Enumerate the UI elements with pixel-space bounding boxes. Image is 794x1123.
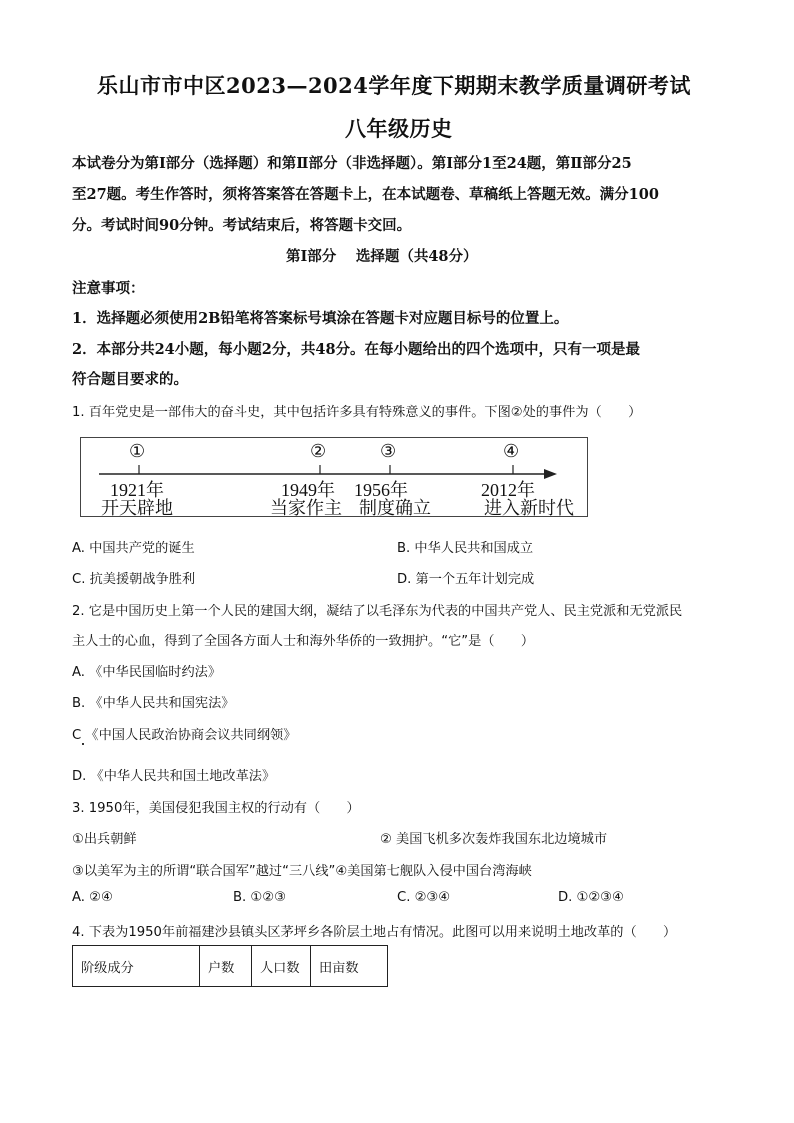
timeline-year: 1956年: [354, 480, 408, 500]
q3-item-3-4: ③以美军为主的所谓“联合国军”越过“三八线”④美国第七舰队入侵中国台湾海峡: [72, 864, 532, 879]
timeline-year: 1921年: [110, 480, 164, 500]
stray-dot: [82, 743, 84, 745]
q3-option-c: C. ②③④: [397, 890, 451, 905]
note-2-cont: 符合题目要求的。: [72, 371, 188, 388]
timeline-event: 开天辟地: [101, 498, 173, 518]
question-3-stem: 3. 1950年，美国侵犯我国主权的行动有（ ）: [72, 801, 360, 816]
question-4-stem: 4. 下表为1950年前福建沙县镇头区茅坪乡各阶层土地占有情况。此图可以用来说明土地改革的（ ）: [72, 925, 677, 940]
table-header-cell: 人口数: [252, 946, 311, 987]
timeline-marker: ②: [310, 441, 327, 461]
q3-option-d: D. ①②③④: [558, 890, 624, 905]
question-2-stem-cont: 主人士的心血，得到了全国各方面人士和海外华侨的一致拥护。“它”是（ ）: [72, 634, 535, 649]
q2-option-c: C 《中国人民政治协商会议共同纲领》: [72, 728, 297, 743]
question-1-stem: 1. 百年党史是一部伟大的奋斗史，其中包括许多具有特殊意义的事件。下图②处的事件为（ ）: [72, 405, 642, 420]
table-header-cell: 户数: [200, 946, 252, 987]
note-2: 2．本部分共24小题，每小题2分，共48分。在每小题给出的四个选项中，只有一项是最: [72, 341, 641, 358]
table-header-row: [73, 946, 388, 987]
timeline-year: 1949年: [281, 480, 335, 500]
timeline-figure: [80, 437, 588, 517]
part1-heading: 第Ⅰ部分 选择题（共48分）: [286, 248, 478, 265]
timeline-marker: ③: [380, 441, 397, 461]
q3-item-1: ①出兵朝鲜: [72, 832, 137, 847]
q1-option-c: C. 抗美援朝战争胜利: [72, 572, 196, 587]
land-ownership-table: [72, 945, 388, 987]
question-2-stem: 2. 它是中国历史上第一个人民的建国大纲，凝结了以毛泽东为代表的中国共产党人、民主党派和无党派民: [72, 604, 683, 619]
timeline-marker: ④: [503, 441, 520, 461]
q1-option-a: A. 中国共产党的诞生: [72, 541, 195, 556]
timeline-year: 2012年: [481, 480, 535, 500]
q1-option-d: D. 第一个五年计划完成: [397, 572, 535, 587]
q3-option-b: B. ①②③: [233, 890, 286, 905]
table-header-cell: 阶级成分: [73, 946, 200, 987]
instruction-line: 分。考试时间90分钟。考试结束后，将答题卡交回。: [72, 217, 412, 234]
q2-option-a: A. 《中华民国临时约法》: [72, 665, 222, 680]
q2-option-d: D. 《中华人民共和国土地改革法》: [72, 769, 276, 784]
table-header-cell: 田亩数: [311, 946, 388, 987]
subject-title: 八年级历史: [345, 116, 453, 141]
q1-option-b: B. 中华人民共和国成立: [397, 541, 534, 556]
timeline-event: 当家作主: [270, 498, 342, 518]
q3-option-a: A. ②④: [72, 890, 113, 905]
timeline-marker: ①: [129, 441, 146, 461]
q2-option-b: B. 《中华人民共和国宪法》: [72, 696, 235, 711]
exam-title: 乐山市市中区2023—2024学年度下期期末教学质量调研考试: [97, 73, 691, 98]
timeline-event: 制度确立: [359, 498, 431, 518]
notes-title: 注意事项：: [72, 280, 145, 297]
q3-item-2: ② 美国飞机多次轰炸我国东北边境城市: [380, 832, 608, 847]
note-1: 1．选择题必须使用2B铅笔将答案标号填涂在答题卡对应题目标号的位置上。: [72, 310, 569, 327]
instruction-line: 本试卷分为第Ⅰ部分（选择题）和第Ⅱ部分（非选择题）。第Ⅰ部分1至24题，第Ⅱ部分25: [72, 155, 632, 172]
timeline-event: 进入新时代: [484, 498, 574, 518]
instruction-line: 至27题。考生作答时，须将答案答在答题卡上，在本试题卷、草稿纸上答题无效。满分100: [72, 186, 659, 203]
